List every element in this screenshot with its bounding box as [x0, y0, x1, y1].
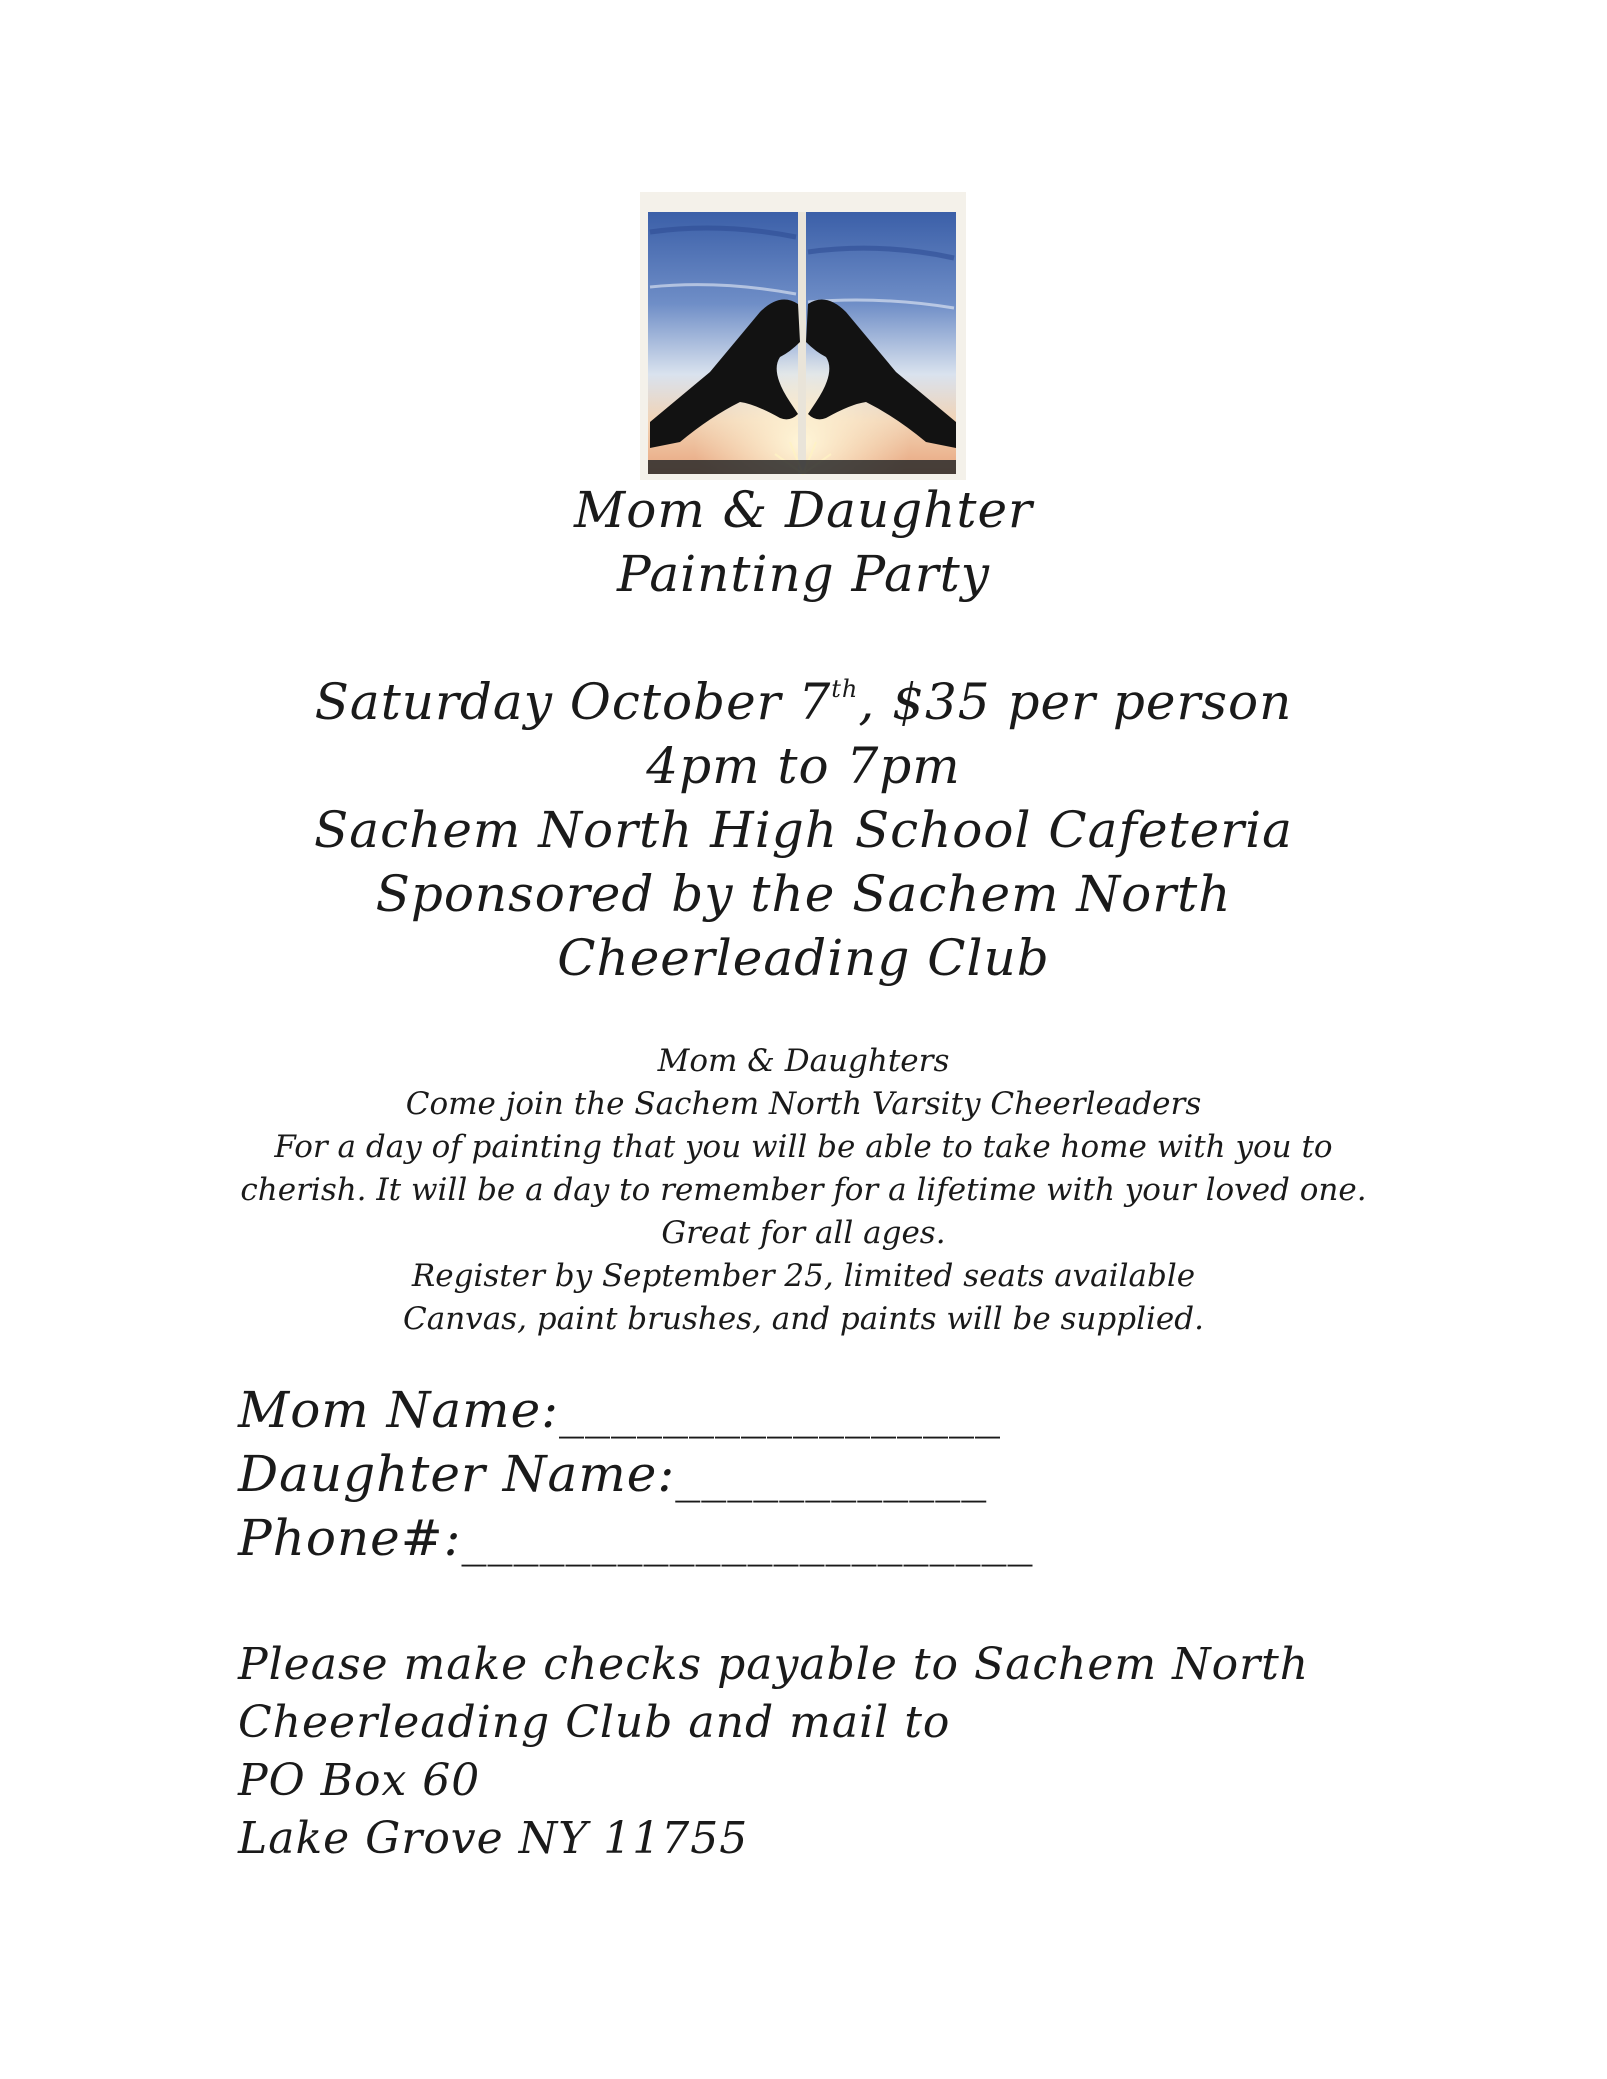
daughter-name-field: Daughter Name:____________: [238, 1445, 988, 1503]
phone-field: Phone#:______________________: [238, 1509, 1034, 1567]
event-date: Saturday October 7: [314, 673, 832, 731]
event-sponsor-line-1: Sponsored by the Sachem North: [375, 865, 1232, 923]
payment-instructions: [238, 1636, 1309, 1868]
registration-form: [238, 1378, 1033, 1570]
event-description: [240, 1040, 1367, 1341]
event-sponsor-line-2: Cheerleading Club: [557, 929, 1050, 987]
blurb-body: For a day of painting that you will be able to take home with you to cherish. It will be a day to remember for a lifetime with your loved one.: [240, 1129, 1367, 1208]
blurb-ages: Great for all ages.: [661, 1215, 946, 1251]
mailing-city: Lake Grove NY 11755: [238, 1813, 749, 1864]
event-time: 4pm to 7pm: [646, 737, 961, 795]
event-location: Sachem North High School Cafeteria: [314, 801, 1293, 859]
title-line-1: Mom & Daughter: [574, 481, 1033, 539]
mailing-po-box: PO Box 60: [238, 1755, 481, 1806]
heart-hands-painting: [640, 192, 966, 480]
date-ordinal: th: [831, 675, 859, 703]
blurb-invite: Come join the Sachem North Varsity Cheerleaders: [405, 1086, 1202, 1122]
event-price: , $35 per person: [858, 673, 1293, 731]
payment-line-2: Cheerleading Club and mail to: [238, 1697, 951, 1748]
event-details: [0, 670, 1607, 990]
payment-line-1: Please make checks payable to Sachem North: [238, 1639, 1310, 1690]
mom-name-field: Mom Name:_________________: [238, 1381, 1002, 1439]
title-line-2: Painting Party: [616, 545, 991, 603]
blurb-supplies: Canvas, paint brushes, and paints will be supplied.: [403, 1301, 1204, 1337]
blurb-register: Register by September 25, limited seats available: [411, 1258, 1196, 1294]
event-date-price: [0, 670, 1607, 734]
event-title: [0, 478, 1607, 606]
blurb-greeting: Mom & Daughters: [657, 1043, 950, 1079]
